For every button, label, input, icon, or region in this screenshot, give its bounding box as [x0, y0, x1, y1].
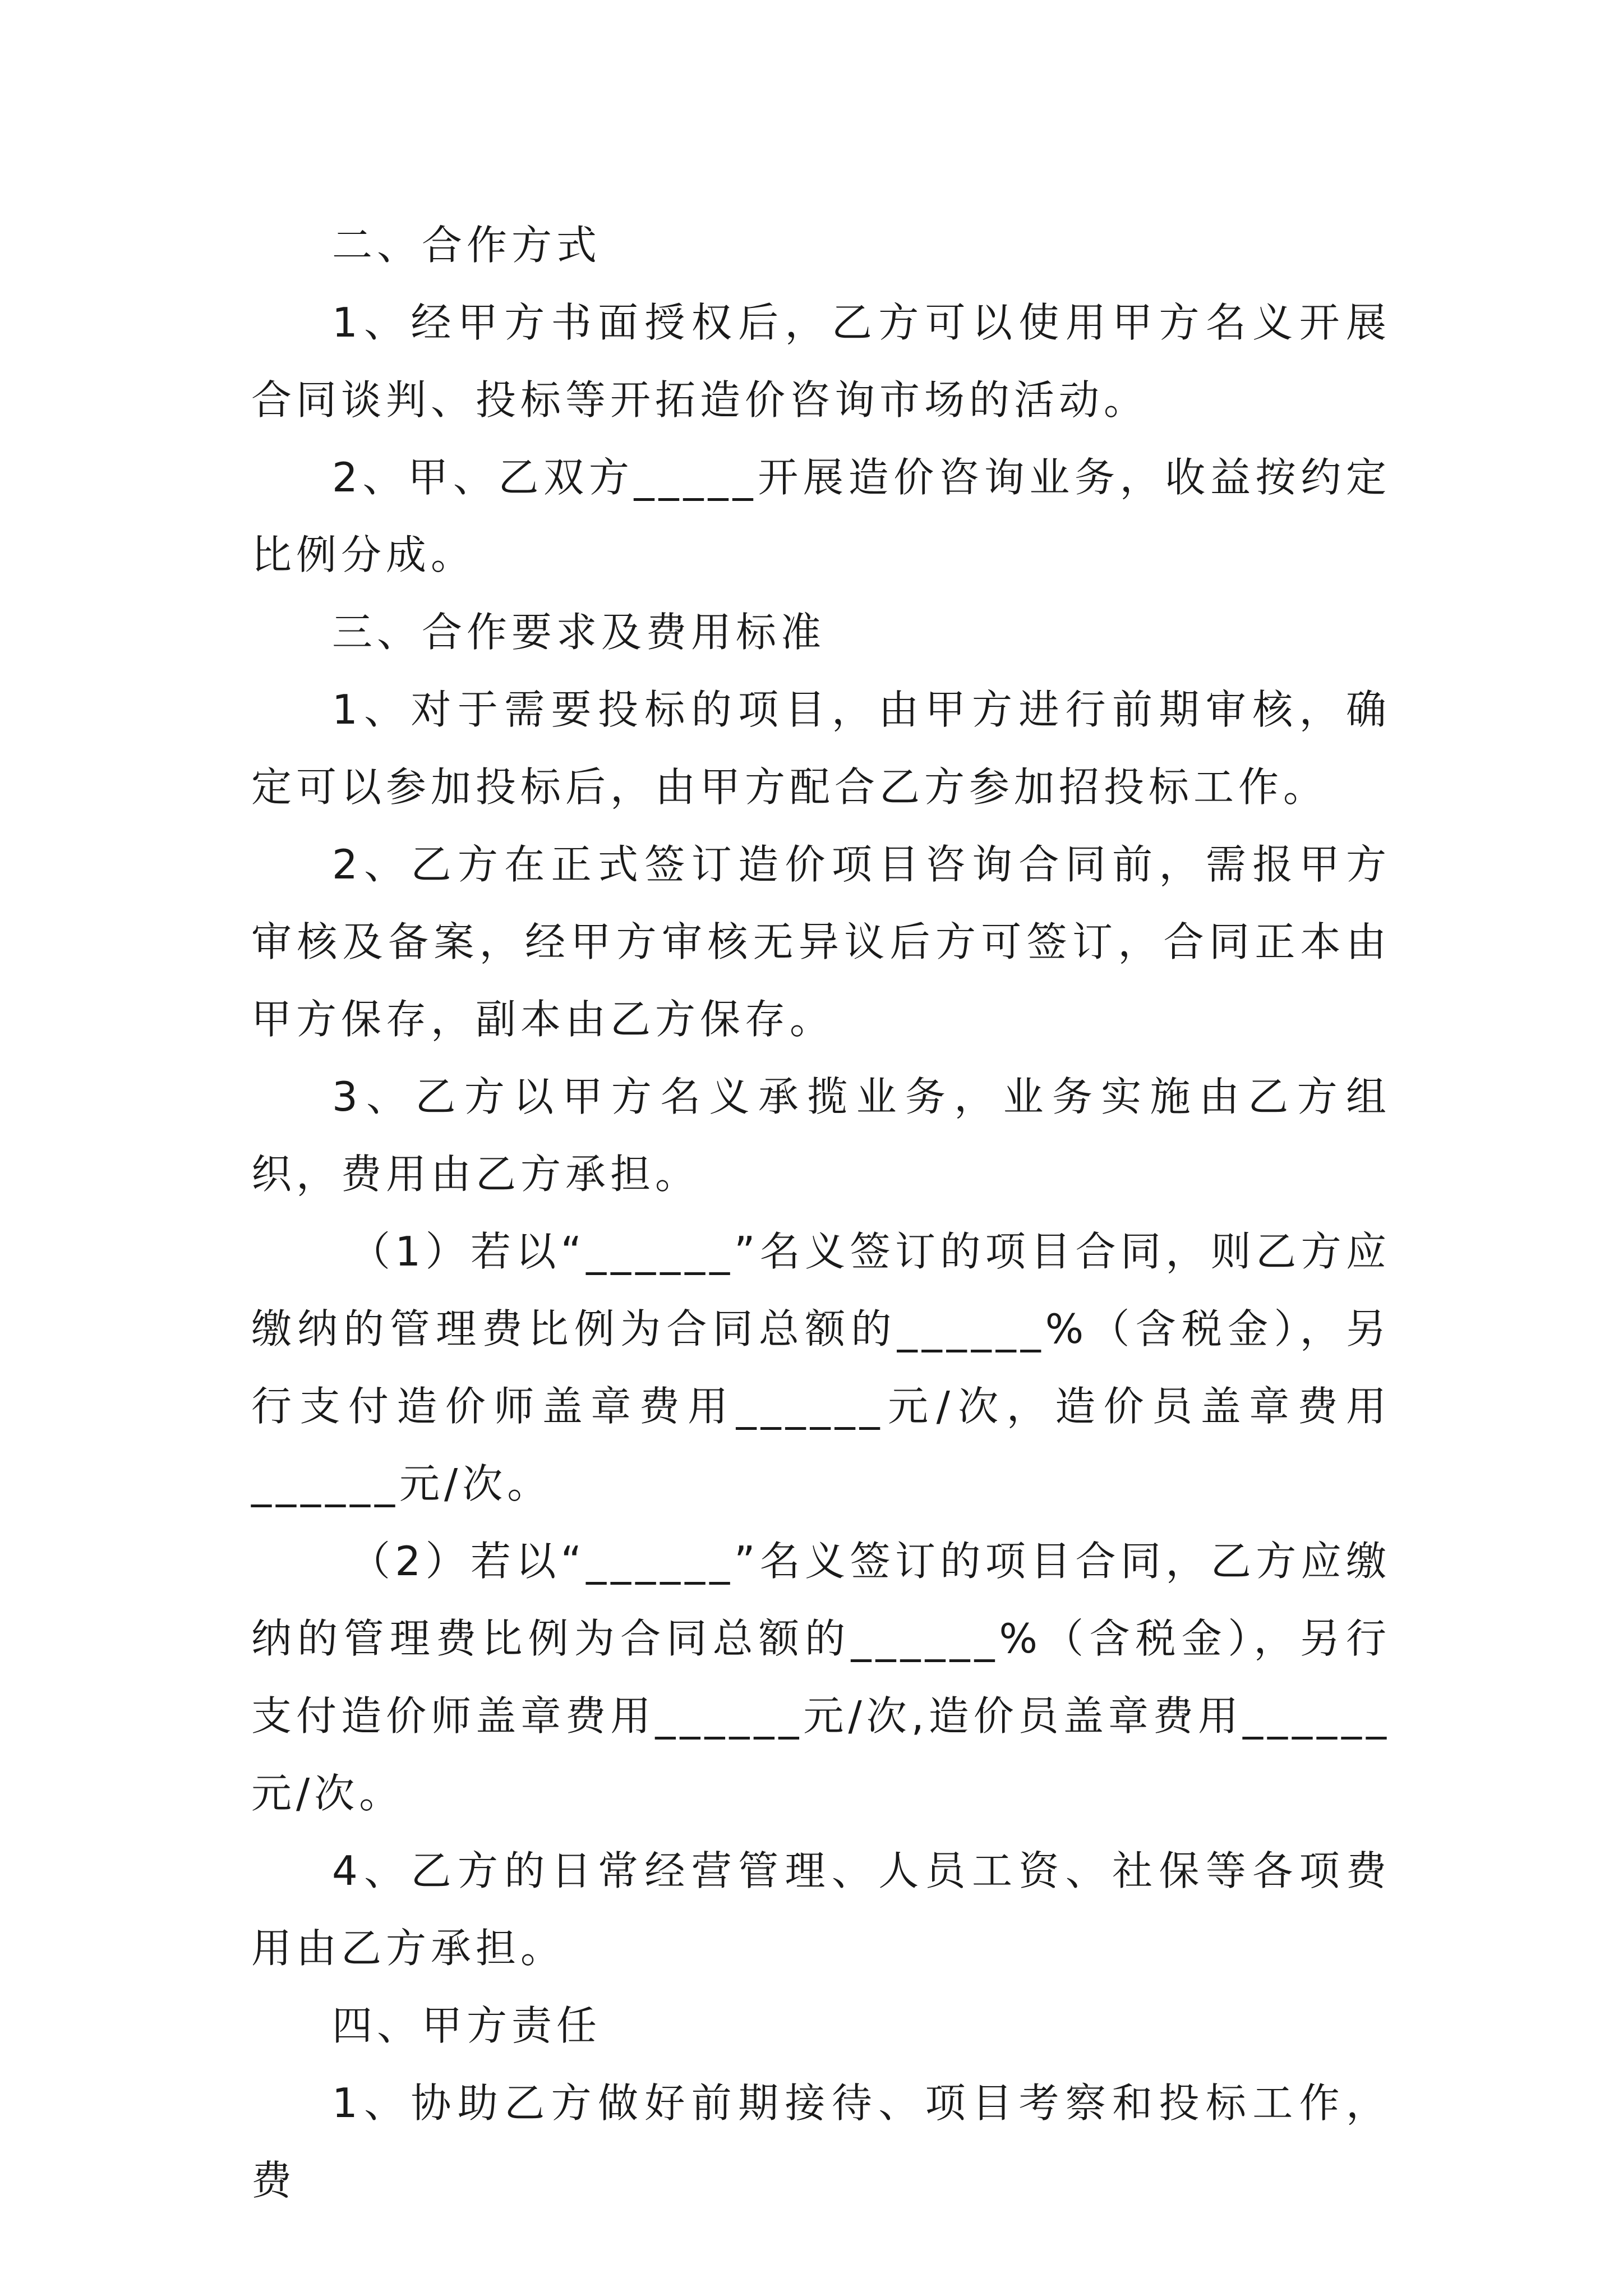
clause-3-3-item-1: （1）若以“______”名义签订的项目合同，则乙方应缴纳的管理费比例为合同总额的______%（含税金），另行支付造价师盖章费用______元/次，造价员盖章费用______元/次。 [251, 1228, 1391, 1507]
section-heading-requirements-fees: 三、合作要求及费用标准 [332, 609, 826, 656]
clause-3-3: 3、乙方以甲方名义承揽业务，业务实施由乙方组织，费用由乙方承担。 [251, 1073, 1391, 1198]
section-heading-party-a-duties: 四、甲方责任 [332, 2002, 602, 2049]
clause-3-1: 1、对于需要投标的项目，由甲方进行前期审核，确定可以参加投标后，由甲方配合乙方参加招投标工作。 [251, 686, 1391, 811]
clause-3-2: 2、乙方在正式签订造价项目咨询合同前，需报甲方审核及备案，经甲方审核无异议后方可签订，合同正本由甲方保存，副本由乙方保存。 [251, 841, 1391, 1043]
clause-3-3-item-2: （2）若以“______”名义签订的项目合同，乙方应缴纳的管理费比例为合同总额的______%（含税金），另行支付造价师盖章费用______元/次,造价员盖章费用______元/次。 [251, 1538, 1391, 1817]
clause-3-4: 4、乙方的日常经营管理、人员工资、社保等各项费用由乙方承担。 [251, 1847, 1391, 1972]
clause-4-1: 1、协助乙方做好前期接待、项目考察和投标工作，费 [251, 2079, 1391, 2204]
document-body [251, 206, 1391, 2219]
clause-2-1: 1、经甲方书面授权后，乙方可以使用甲方名义开展合同谈判、投标等开拓造价咨询市场的活动。 [251, 299, 1391, 424]
clause-2-2: 2、甲、乙双方_____开展造价咨询业务，收益按约定比例分成。 [251, 454, 1391, 578]
section-heading-cooperation-mode: 二、合作方式 [332, 222, 602, 269]
